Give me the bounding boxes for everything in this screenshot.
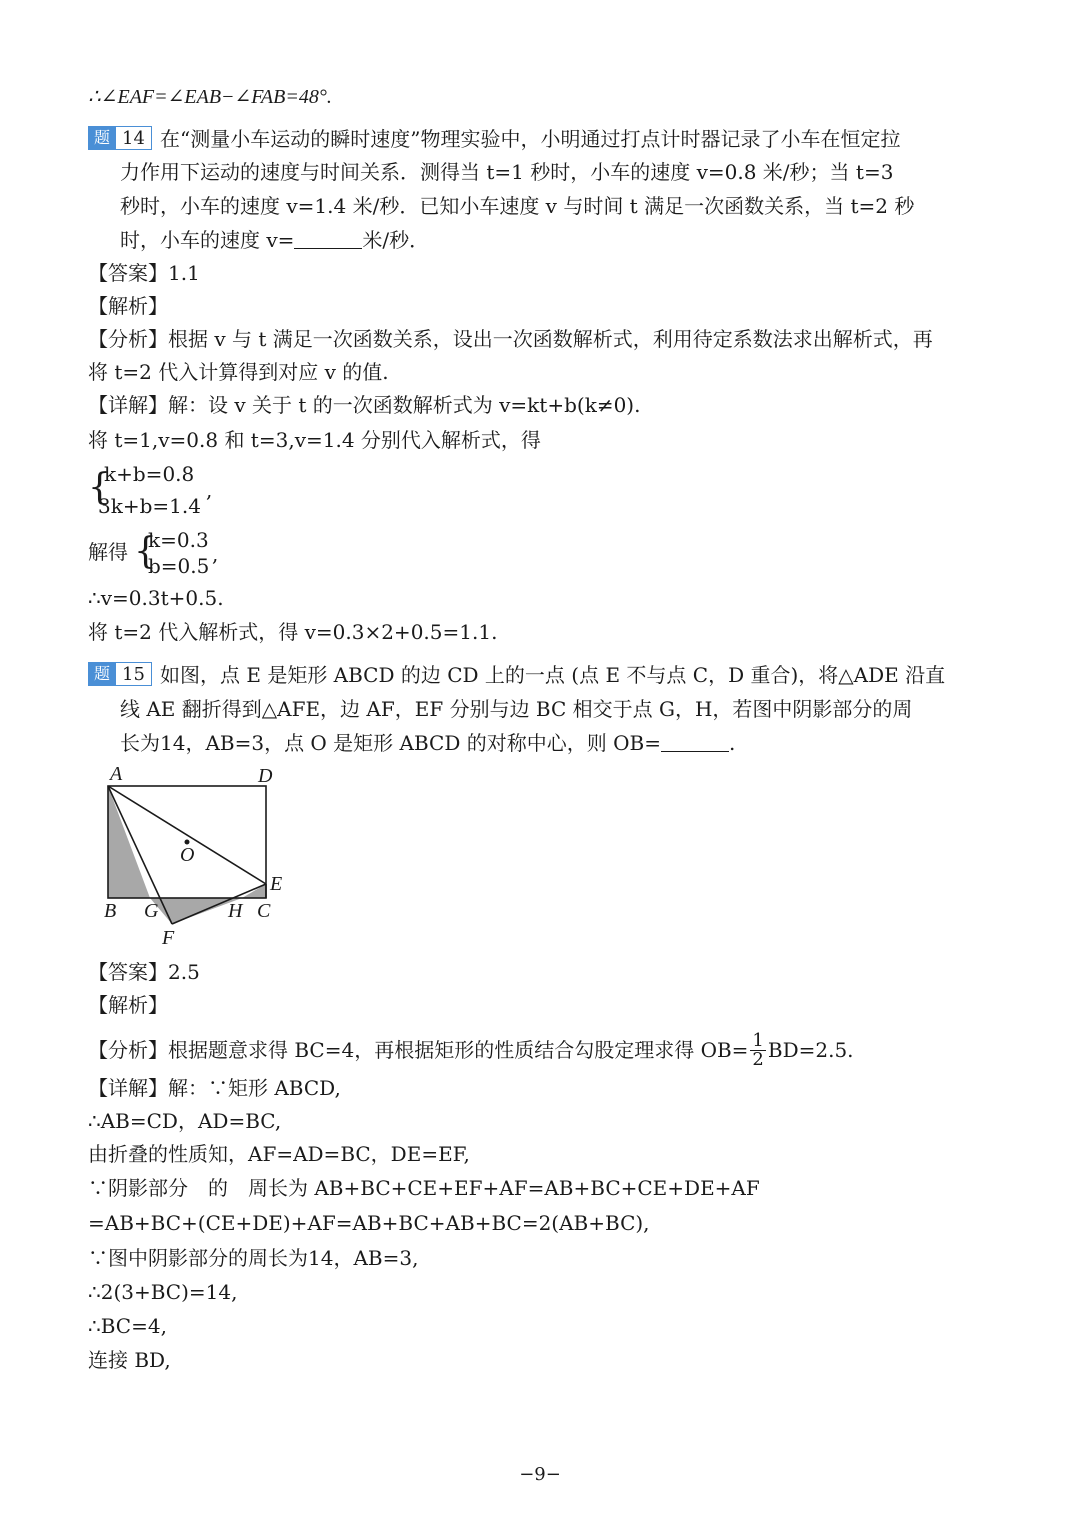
q15-line-1: 如图，点 E 是矩形 ABCD 的边 CD 上的一点 (点 E 不与点 C，D 重合)，将△ADE 沿直 [160,663,946,687]
solution-b: b=0.5 [148,554,210,578]
q15-detail-line-9: 连接 BD, [88,1348,171,1372]
q14-answer: 【答案】1.1 [88,261,200,285]
q15-analysis-heading: 【解析】 [88,993,168,1017]
q15-line-3-text: 长为14，AB=3，点 O 是矩形 ABCD 的对称中心，则 OB= [120,731,661,755]
question-tag-prefix: 题 [88,126,116,150]
fraction-denominator: 2 [752,1048,764,1070]
question-15-tag [88,662,152,686]
solve-prefix: 解得 [88,540,128,564]
question-number: 15 [116,662,152,686]
q14-analysis-line-1: 【分析】根据 v 与 t 满足一次函数关系，设出一次函数解析式，利用待定系数法求出解析式，再 [88,327,933,351]
q14-line-1: 在“测量小车运动的瞬时速度”物理实验中，小明通过打点计时器记录了小车在恒定拉 [160,127,901,151]
label-e: E [270,873,283,895]
answer-blank [661,733,729,752]
prev-conclusion-line: ∴∠EAF=∠EAB−∠FAB=48°. [88,86,332,108]
q15-detail-line-8: ∴BC=4, [88,1314,167,1338]
equation-system-comma: , [212,542,219,566]
q14-line-2: 力作用下运动的速度与时间关系．测得当 t=1 秒时，小车的速度 v=0.8 米/秒；当 t=3 [120,160,894,184]
solution-k: k=0.3 [148,528,209,552]
equation-1b: 3k+b=1.4 [98,494,201,518]
label-c: C [257,900,271,922]
q15-analysis-line [88,1030,854,1070]
q14-detail-line-6: 将 t=2 代入解析式，得 v=0.3×2+0.5=1.1. [88,620,498,644]
q15-answer: 【答案】2.5 [88,960,200,984]
q15-detail-line-2: ∴AB=CD，AD=BC, [88,1109,282,1133]
q14-detail-line-2: 将 t=1,v=0.8 和 t=3,v=1.4 分别代入解析式，得 [88,428,541,452]
geometry-figure [98,762,298,950]
label-h: H [228,900,243,922]
label-d: D [258,765,273,787]
q14-analysis-heading: 【解析】 [88,294,168,318]
label-f: F [162,927,175,949]
q15-line-3 [120,731,735,755]
q14-detail-line-1: 【详解】解：设 v 关于 t 的一次函数解析式为 v=kt+b(k≠0). [88,393,641,417]
q15-line-2: 线 AE 翻折得到△AFE，边 AF，EF 分别与边 BC 相交于点 G，H，若图中阴影部分的周 [120,697,913,721]
q15-detail-line-3: 由折叠的性质知，AF=AD=BC，DE=EF, [88,1142,470,1166]
answer-blank [294,230,362,249]
q14-analysis-line-2: 将 t=2 代入计算得到对应 v 的值. [88,360,389,384]
q15-analysis-text: 【分析】根据题意求得 BC=4，再根据矩形的性质结合勾股定理求得 OB= [88,1038,749,1062]
label-a: A [110,763,123,785]
q15-detail-line-5: =AB+BC+(CE+DE)+AF=AB+BC+AB+BC=2(AB+BC), [88,1211,650,1235]
fraction-numerator: 1 [752,1029,764,1051]
page-number: −9− [519,1464,561,1485]
left-brace: { [134,531,157,572]
q15-detail-line-1: 【详解】解：∵矩形 ABCD, [88,1076,341,1100]
equation-system-comma: , [206,478,213,502]
q15-analysis-text-end: BD=2.5. [767,1038,854,1062]
q14-line-3: 秒时，小车的速度 v=1.4 米/秒．已知小车速度 v 与时间 t 满足一次函数关系，当 t=2 秒 [120,194,915,218]
q15-detail-line-6: ∵图中阴影部分的周长为14，AB=3, [88,1246,419,1270]
label-g: G [144,900,159,922]
question-number: 14 [116,126,152,150]
question-tag-prefix: 题 [88,662,116,686]
shaded-triangle-abg [108,786,150,898]
left-brace: { [88,467,111,508]
label-b: B [104,900,117,922]
equation-1a: k+b=0.8 [104,462,195,486]
q14-line-4-unit: 米/秒． [362,228,430,252]
label-o: O [180,844,195,866]
q14-detail-line-5: ∴v=0.3t+0.5. [88,586,224,610]
question-14-tag [88,126,152,150]
q15-line-3-end: . [728,731,736,755]
q14-line-4 [120,228,429,252]
q14-line-4-text: 时，小车的速度 v= [120,228,295,252]
q15-detail-line-7: ∴2(3+BC)=14, [88,1280,238,1304]
q15-detail-line-4: ∵阴影部分 的 周长为 AB+BC+CE+EF+AF=AB+BC+CE+DE+AF [88,1176,760,1200]
fraction-one-half [750,1029,765,1070]
